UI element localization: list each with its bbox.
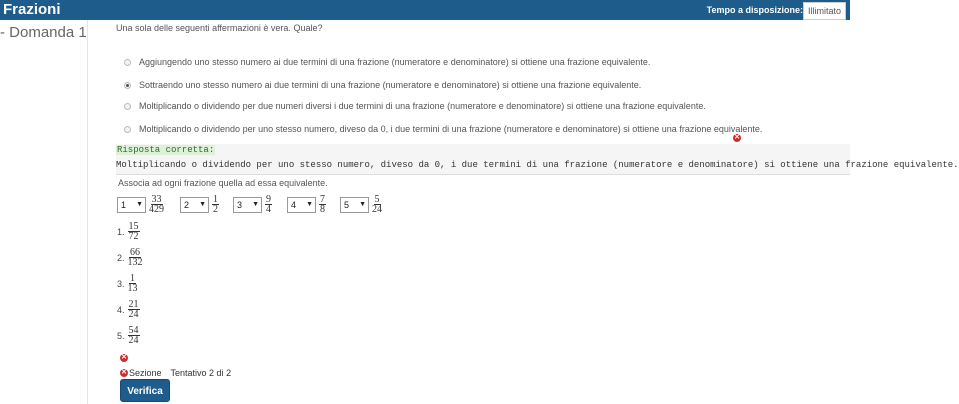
chevron-down-icon: ▼ bbox=[306, 200, 313, 208]
option-1-label: Aggiungendo uno stesso numero ai due termini di una frazione (numeratore e denominatore) si ottiene una frazione equivalente. bbox=[139, 57, 651, 67]
verify-button[interactable]: Verifica bbox=[120, 379, 170, 402]
app-title: Frazioni bbox=[3, 1, 61, 18]
sidebar-divider bbox=[87, 20, 88, 404]
section-label: Sezione bbox=[129, 368, 162, 378]
option-2[interactable] bbox=[124, 80, 641, 90]
chevron-down-icon: ▼ bbox=[252, 200, 259, 208]
match-target-5 bbox=[340, 195, 382, 214]
option-3[interactable] bbox=[124, 101, 706, 111]
correct-answer-text: Moltiplicando o dividendo per uno stesso numero, diveso da 0, i due termini di una frazione (numeratore e denominatore) si ottiene una frazione equivalente. bbox=[116, 160, 959, 170]
x-circle-icon: ✕ bbox=[121, 354, 127, 361]
match-select-5[interactable]: 5 ▼ bbox=[340, 197, 369, 213]
match-select-1[interactable]: 1 ▼ bbox=[117, 197, 146, 213]
chevron-down-icon: ▼ bbox=[199, 200, 206, 208]
match-select-2[interactable]: 2 ▼ bbox=[180, 197, 209, 213]
x-circle-icon: ✕ bbox=[734, 134, 740, 141]
list-item: 1. $\frac{15}{72}$ bbox=[117, 221, 139, 242]
match-target-4 bbox=[287, 195, 326, 214]
option-4-radio[interactable] bbox=[124, 126, 131, 133]
option-2-label: Sottraendo uno stesso numero ai due termini di una frazione (numeratore e denominatore) si ottiene una frazione equivalente. bbox=[139, 80, 642, 90]
chevron-down-icon: ▼ bbox=[359, 200, 366, 208]
list-item: 5. $\frac{54}{24}$ bbox=[117, 325, 139, 346]
match-target-1 bbox=[117, 195, 164, 214]
option-3-label: Moltiplicando o dividendo per due numeri diversi i due termini di una frazione (numeratore e denominatore) si ottiene una frazione equivalente. bbox=[139, 101, 706, 111]
match-target-2 bbox=[180, 195, 219, 214]
question-number[interactable]: - Domanda 1 bbox=[0, 24, 87, 41]
x-circle-icon: ✕ bbox=[121, 369, 127, 376]
option-4[interactable] bbox=[124, 124, 762, 134]
timer-label: Tempo a disposizione: bbox=[706, 5, 803, 15]
target-fraction: $\frac{9}{4}$ bbox=[266, 194, 271, 215]
option-1-radio[interactable] bbox=[124, 59, 131, 66]
target-fraction: $\frac{33}{429}$ bbox=[149, 194, 164, 215]
option-1[interactable] bbox=[124, 57, 650, 67]
list-item: 2. $\frac{66}{132}$ bbox=[117, 247, 143, 268]
match-target-3 bbox=[233, 195, 272, 214]
target-fraction: $\frac{1}{2}$ bbox=[213, 194, 218, 215]
list-item: 3. $\frac{1}{13}$ bbox=[117, 273, 138, 294]
target-fraction: $\frac{5}{24}$ bbox=[372, 194, 382, 215]
matching-instruction: Associa ad ogni frazione quella ad essa equivalente. bbox=[118, 178, 328, 188]
section-status bbox=[120, 368, 231, 378]
timer-value: Illimitato bbox=[803, 2, 846, 20]
target-fraction: $\frac{7}{8}$ bbox=[320, 194, 325, 215]
correct-answer-title: Risposta corretta: bbox=[117, 145, 215, 155]
question-prompt: Una sola delle seguenti affermazioni è vera. Quale? bbox=[116, 23, 323, 33]
chevron-down-icon: ▼ bbox=[136, 200, 143, 208]
list-item: 4. $\frac{21}{24}$ bbox=[117, 299, 139, 320]
option-3-radio[interactable] bbox=[124, 103, 131, 110]
attempt-count: Tentativo 2 di 2 bbox=[170, 368, 232, 378]
match-select-3[interactable]: 3 ▼ bbox=[233, 197, 262, 213]
match-select-4[interactable]: 4 ▼ bbox=[287, 197, 316, 213]
option-4-label: Moltiplicando o dividendo per uno stesso numero, diveso da 0, i due termini di una frazione (numeratore e denominatore) si ottiene una frazione equivalente. bbox=[139, 124, 763, 134]
option-2-radio[interactable] bbox=[124, 82, 131, 89]
